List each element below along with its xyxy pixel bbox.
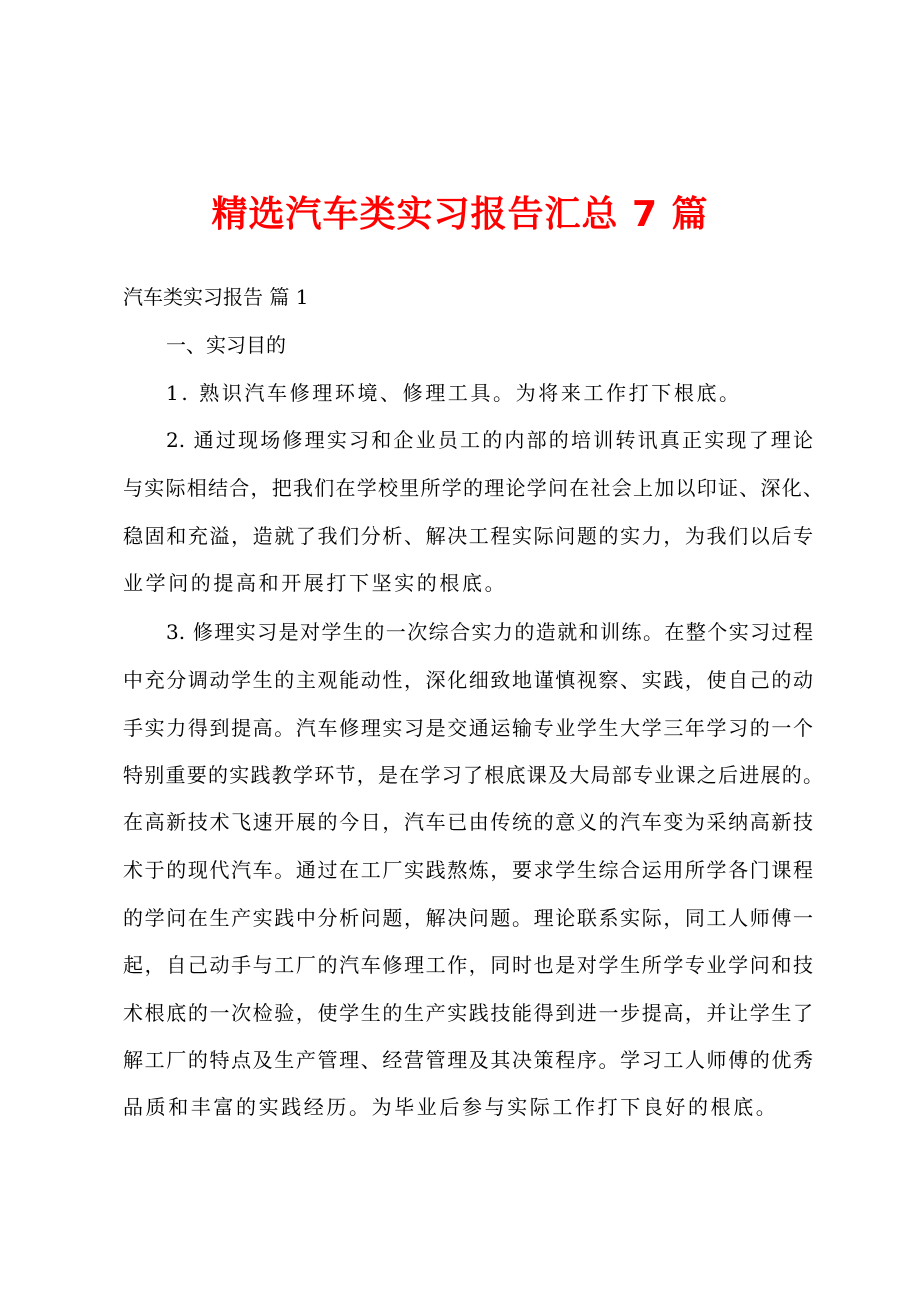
paragraph-line: 业学问的提高和开展打下坚实的根底。 xyxy=(123,571,508,595)
paragraph-line: 手实力得到提高。汽车修理实习是交通运输专业学生大学三年学习的一个 xyxy=(123,716,813,740)
paragraph-line: 3. 修理实习是对学生的一次综合实力的造就和训练。在整个实习过程 xyxy=(166,620,813,644)
paragraph-line: 解工厂的特点及生产管理、经营管理及其决策程序。学习工人师傅的优秀 xyxy=(123,1048,813,1072)
paragraph-line: 的学问在生产实践中分析问题，解决问题。理论联系实际，同工人师傅一 xyxy=(123,906,813,930)
paragraph-line: 1. 熟识汽车修理环境、修理工具。为将来工作打下根底。 xyxy=(166,381,742,405)
paragraph-line: 特别重要的实践教学环节，是在学习了根底课及大局部专业课之后进展的。 xyxy=(123,763,823,787)
paragraph-line: 2. 通过现场修理实习和企业员工的内部的培训转讯真正实现了理论 xyxy=(166,428,813,452)
paragraph-line: 术于的现代汽车。通过在工厂实践熬炼，要求学生综合运用所学各门课程 xyxy=(123,858,813,882)
paragraph-line: 与实际相结合，把我们在学校里所学的理论学问在社会上加以印证、深化、 xyxy=(123,476,823,500)
paragraph-line: 中充分调动学生的主观能动性，深化细致地谨慎视察、实践，使自己的动 xyxy=(123,668,813,692)
document-title: 精选汽车类实习报告汇总 7 篇 xyxy=(211,194,709,235)
section-heading: 汽车类实习报告 篇 1 xyxy=(123,285,309,309)
paragraph-line: 在高新技术飞速开展的今日，汽车已由传统的意义的汽车变为采纳高新技 xyxy=(123,810,813,834)
subheading: 一、实习目的 xyxy=(166,333,286,357)
paragraph-line: 品质和丰富的实践经历。为毕业后参与实际工作打下良好的根底。 xyxy=(123,1095,779,1119)
paragraph-line: 起，自己动手与工厂的汽车修理工作，同时也是对学生所学专业学问和技 xyxy=(123,953,813,977)
paragraph-line: 稳固和充溢，造就了我们分析、解决工程实际问题的实力，为我们以后专 xyxy=(123,524,813,548)
paragraph-line: 术根底的一次检验，使学生的生产实践技能得到进一步提高，并让学生了 xyxy=(123,1001,813,1025)
